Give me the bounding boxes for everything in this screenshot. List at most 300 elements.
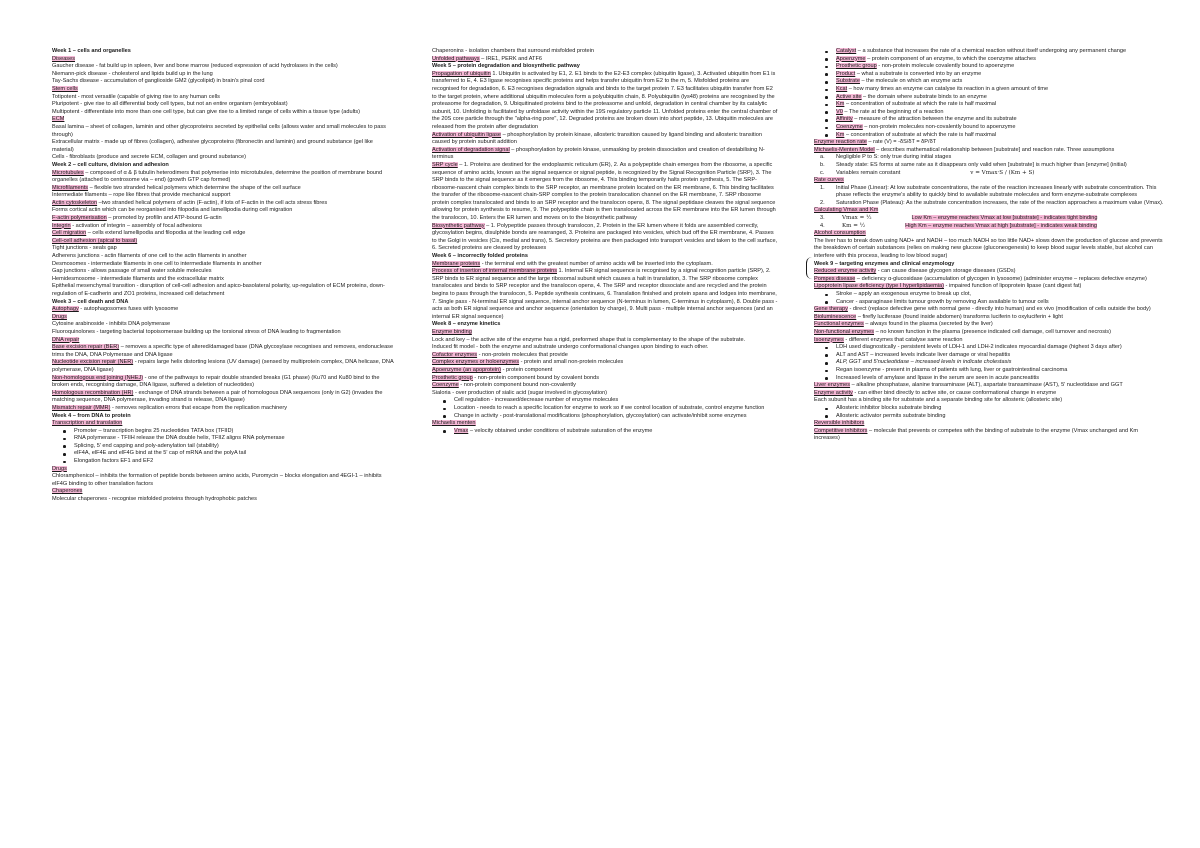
paragraph (52, 185, 394, 193)
section-heading: Week 4 – from DNA to protein (52, 412, 131, 419)
highlighted-heading: ECM (52, 116, 65, 123)
topic-heading (52, 116, 394, 124)
item-text: Gaucher disease - fat build up in spleen, liver and bone marrow (reduced expression of acid hydrolases in the cells) (52, 63, 338, 70)
numbered-item (814, 154, 1164, 162)
highlighted-term: Microfilaments (52, 184, 89, 191)
item-text: - different enzymes that catalyse same reaction (843, 336, 963, 343)
bullet-item (52, 443, 394, 451)
paragraph (814, 306, 1164, 314)
paragraph (52, 375, 394, 390)
item-text: – the molecule on which an enzyme acts (859, 78, 963, 85)
item-text: Tight junctions - seals gap (52, 245, 117, 252)
item-text: – velocity obtained under conditions of substrate saturation of the enzyme (468, 427, 653, 434)
paragraph (432, 132, 778, 147)
paragraph (432, 352, 778, 360)
highlighted-term: Product (836, 70, 856, 77)
bullet-item (814, 359, 1164, 367)
highlighted-term: Reduced enzyme activity (814, 268, 877, 275)
equation: v = Vmax·S / (Km + S) (970, 169, 1035, 176)
highlighted-term: Non-homologous end joining (NHEJ) (52, 374, 144, 381)
item-text: Location - needs to reach a specific location for enzyme to work so if we control location of substrate, control enzyme function (454, 404, 765, 411)
highlighted-term: Pompes disease (814, 275, 856, 282)
item-text: – concentration of substrate at which the rate is half maximal (844, 101, 997, 108)
item-text: Allosteric inhibitor blocks substrate binding (836, 404, 942, 411)
item-text: 1. Internal ER signal sequence is recognised by a signal recognition particle (SRP), 2. SRP binds to ER signal sequence and the large ribosomal subunit which causes a halt in translation, 3. The SRP ribosome complex translocates and binds to SRP receptor and the translocon opens, 4. The SRP and receptor dissociate and are recycled and the protein begins to pass through the translocon, 5. Peptide synthesis continues, 6. Translation finished and protein spans and lodges into membrane, 7. Single pass - N-terminal ER signal sequence, internal anchor sequence (N-terminus in lumen, C-terminus in cytoplasm), 8. Double pass - acts as both ER signal sequence and anchor sequence (orientation by charge), 9. Multi pass - multiple internal anchor sequences (and an internal ER signal sequence) (432, 268, 778, 320)
bullet-item (814, 405, 1164, 413)
highlighted-term: Km (836, 131, 845, 138)
item-text: Fluoroquinolones - targeting bacterial topoisomerase building up the torsional stress of DNA leading to fragmentation (52, 328, 341, 335)
paragraph (52, 268, 394, 276)
item-number: 3. (820, 215, 825, 222)
item-text: Pluripotent - give rise to all differential body cell types, but not an entire organism (embryoblast) (52, 101, 288, 108)
bullet-item (432, 428, 778, 436)
bullet-item (432, 413, 778, 421)
paragraph (52, 154, 394, 162)
bullet-item (52, 428, 394, 436)
highlighted-term: Enzyme activity (814, 389, 853, 396)
highlighted-term: Substrate (836, 78, 860, 85)
paragraph (52, 306, 394, 314)
bullet-item (814, 78, 1164, 86)
item-number: 1. (820, 184, 825, 191)
item-text: Molecular chaperones - recognise misfolded proteins through hydrophobic patches (52, 496, 257, 503)
item-text: - one of the pathways to repair double stranded breaks (G1 phase) (Ku70 and Ku80 bind to the broken ends, recognising damage, DNA ligase, suffered a deletion of nucleotides) (52, 374, 380, 389)
paragraph (52, 124, 394, 139)
numbered-item (814, 223, 1164, 231)
item-text: Basal lamina – sheet of collagen, laminin and other glycoproteins secreted by epithelial cells (allows water and small molecules to pass through) (52, 123, 386, 138)
topic-heading (52, 488, 394, 496)
highlighted-term: Non-functional enzymes (814, 328, 875, 335)
topic-heading (52, 337, 394, 345)
paragraph (814, 238, 1164, 261)
item-text: Desmosomes - intermediate filaments in one cell to intermediate filaments in another (52, 260, 262, 267)
highlighted-term: Enzyme reaction rate (814, 139, 867, 146)
item-text: - autophagosomes fuses with lysosome (78, 306, 179, 313)
highlighted-heading: Diseases (52, 55, 76, 62)
item-text: - non-protein component bound non-covalently (458, 382, 576, 389)
bullet-item (814, 367, 1164, 375)
highlighted-heading: Reversible inhibitors (814, 420, 865, 427)
paragraph (432, 337, 778, 345)
bullet-item (814, 101, 1164, 109)
highlighted-term: Process of insertion of internal membrane proteins (432, 268, 557, 275)
highlighted-term: Microtubules (52, 169, 84, 176)
paragraph (432, 268, 778, 321)
item-text: Allosteric activator permits substrate binding (836, 412, 946, 419)
item-number: 4. (820, 222, 825, 229)
item-text: - non-protein component bound by covalent bonds (472, 374, 599, 381)
item-text: – deficiency α-glucosidase (accumulation of glycogen in lysosome) (administer enzyme – replaces defective enzyme) (855, 275, 1147, 282)
paragraph (814, 321, 1164, 329)
bullet-item (814, 94, 1164, 102)
assumption-bracket (806, 257, 812, 279)
highlighted-heading: Drugs (52, 465, 67, 472)
topic-heading (52, 238, 394, 246)
highlighted-term: V0 (836, 108, 843, 115)
item-text: Epithelial mesenchymal transition - disruption of cell-cell adhesion and apico-basolateral polarity, up-regulation of ECM proteins, down-regulation of E-cadherin and ZO1 proteins, increased cell detachment (52, 283, 385, 297)
section-heading: Week 1 – cells and organelles (52, 48, 131, 54)
highlighted-heading: Chaperones (52, 488, 83, 495)
item-text: – flexible two stranded helical polymers which determine the shape of the cell surface (88, 184, 301, 191)
item-text: Saturation Phase (Plateau): As the substrate concentration increases, the rate of the reaction approaches a maximum value (Vmax). (836, 199, 1164, 206)
highlighted-term: Vmax (454, 427, 469, 434)
paragraph (52, 230, 394, 238)
item-text: Promoter – transcription begins 25 nucleotides TATA box (TFIID) (74, 427, 234, 434)
paragraph (52, 109, 394, 117)
item-text: – always found in the plasma (secreted by the liver) (863, 321, 993, 328)
equation: Vmax = ½ (842, 215, 872, 222)
paragraph (814, 390, 1164, 398)
highlighted-term: SRP cycle (432, 161, 458, 168)
item-text: Gap junctions - allows passage of small water soluble molecules (52, 268, 212, 275)
highlighted-term: Cofactor enzymes (432, 351, 478, 358)
item-number: a. (820, 154, 825, 161)
highlighted-term: Isoenzymes (814, 336, 844, 343)
paragraph (814, 337, 1164, 345)
paragraph (432, 71, 778, 132)
bullet-item (814, 299, 1164, 307)
paragraph (432, 344, 778, 352)
item-text: Hemidesmosome - intermediate filaments and the extracellular matrix (52, 275, 224, 282)
highlighted-term: Propagation of ubiquitin (432, 70, 491, 77)
paragraph (432, 261, 778, 269)
highlighted-term: Complex enzymes or holoenzymes (432, 359, 520, 366)
item-text: - activation of integrin – assembly of focal adhesions (70, 222, 202, 229)
item-text: Change in activity - post-translational modifications (phosphorylation, glycosylation) can activate/inhibit some enzymes (454, 412, 747, 419)
paragraph (432, 162, 778, 223)
paragraph (814, 276, 1164, 284)
item-text: Intermediate filaments – rope like fibres that provide mechanical support (52, 192, 231, 199)
item-text: – firefly luciferase (found inside abdomen) transforms luciferin to oxyluciferin + light (856, 313, 1063, 320)
paragraph (52, 276, 394, 284)
bullet-item (814, 63, 1164, 71)
bullet-item (52, 458, 394, 466)
item-text: Steady state: ES forms at same rate as it disappears only valid when [substrate] is much higher than [enzyme] (initial) (836, 161, 1127, 168)
highlighted-heading: Cell-cell adhesion (apical to basal) (52, 237, 138, 244)
paragraph (52, 207, 394, 215)
topic-heading (52, 420, 394, 428)
paragraph (432, 367, 778, 375)
item-text: - direct (replace defective gene with normal gene - directly into human) and ex vivo (modification of cells outside the body) (847, 306, 1151, 313)
highlighted-term: Unfolded pathways (432, 55, 480, 62)
item-text: RNA polymerase - TFIIH release the DNA double helix, TFIIZ aligns RNA polymerase (74, 435, 285, 442)
highlighted-term: Michaelis-Menten Model (814, 146, 875, 153)
item-text: Cell regulation - increased/decrease number of enzyme molecules (454, 397, 619, 404)
item-text: ALT and AST – increased levels indicate liver damage or viral hepatitis (836, 351, 1011, 358)
item-text: – a substance that increases the rate of a chemical reaction without itself undergoing any permanent change (856, 48, 1127, 54)
item-text: Lock and key – the active site of the enzyme has a rigid, preformed shape that is complementary to the shape of the substrate. (432, 336, 746, 343)
paragraph (814, 207, 1164, 215)
item-text: Tay-Sachs disease - accumulation of ganglioside GM2 (glycolipid) in brain's pinal cord (52, 78, 265, 85)
highlighted-heading: Stem cells (52, 85, 78, 92)
section-heading: Week 9 – targeting enzymes and clinical enzymology (814, 260, 955, 267)
paragraph (814, 428, 1164, 443)
item-text: The liver has to break down using NAD+ and NADH – too much NADH so too little NAD+ slows down the production of glucose and prevents the breakdown of certain substances (relies on making new glucose (gluconeogenesis) to keep blood sugar levels stable, but alcohol can interfere with this process, leading to low blood sugar) (814, 237, 1163, 260)
item-text: – describes mathematical relationship between [substrate] and reaction rate. Three assumptions (874, 146, 1115, 153)
paragraph (432, 390, 778, 398)
item-text: – concentration of substrate at which the rate is half maximal (844, 131, 997, 138)
paragraph (52, 200, 394, 208)
bullet-item (52, 450, 394, 458)
highlighted-term: Nucleotide excision repair (NER) (52, 359, 134, 366)
paragraph (52, 215, 394, 223)
item-text: – 1. Proteins are destined for the endoplasmic reticulum (ER), 2. As a polypeptide chain emerges from the ribosome, a specific sequence of amino acids, known as the signal sequence or signal peptide, is recognized by the Signal Recognition Particle (SRP), 3. The SRP binds to the signal sequence as it emerges from the ribosome, 4. This binding temporarily halts protein synthesis, 5. The SRP-ribosome-nascent chain complex binds to the SRP receptor, an membrane protein located on the ER membrane, 6. This binding facilitates the transfer of the ribosome-nascent chain-SRP complex to the protein translocation channel on the ER membrane, 7. SRP ribosome protein complex translocated and binds to an SRP receptor and the translocon opens, 8. The signal peptidase cleaves the signal sequence allowing for protein synthesis to resume, 9. The polypeptide chain is then translocated across the ER membrane into the ER lumen through the translocon, 10. Enters the ER lumen and moves on to the biosynthetic pathway (432, 161, 776, 222)
paragraph (52, 329, 394, 337)
item-text: Negligible P to S: only true during initial stages (836, 154, 952, 161)
highlighted-term: Kcat (836, 85, 848, 92)
paragraph (52, 139, 394, 154)
item-text: Elongation factors EF1 and EF2 (74, 458, 154, 465)
item-text: Cells - fibroblasts (produce and secrete ECM, collagen and ground substance) (52, 154, 247, 161)
highlighted-heading: DNA repair (52, 336, 80, 343)
highlighted-heading: Drugs (52, 313, 67, 320)
topic-heading (814, 420, 1164, 428)
item-text: – non-protein molecules non-covalently bound to apoenzyme (862, 123, 1016, 130)
item-text: – cells extend lamellipodia and filopodia at the leading cell edge (86, 230, 246, 237)
item-text: Induced fit model - both the enzyme and substrate undergo conformational changes upon binding to each other. (432, 344, 709, 351)
highlighted-term: Actin cytoskeleton (52, 199, 98, 206)
item-text: LDH used diagnostically - persistent levels of LDH-1 and LDH-2 indicates myocardial damage (highest 3 days after) (836, 344, 1122, 351)
highlighted-heading: Enzyme binding (432, 328, 472, 335)
section-heading: Week 8 – enzyme kinetics (432, 321, 501, 328)
highlighted-term: Activation of ubiquitin ligase (432, 131, 502, 138)
item-text: – removes a specific type of altered/damaged base (DNA glycosylase recognises and removes, endonuclease trims the DNA, DNA Polymerase and DNA ligase (52, 344, 394, 358)
item-text: Multipotent - differentiate into more than one cell type, but can give rise to a limited range of cells within a tissue type (adults) (52, 108, 361, 115)
item-text: Regan isoenzyme - present in plasma of patients with lung, liver or gastrointestinal carcinoma (836, 366, 1068, 373)
bullet-item (52, 435, 394, 443)
highlighted-term: Prosthetic group (432, 374, 473, 381)
section-heading: Week 5 – protein degradation and biosynthetic pathway (432, 63, 580, 70)
item-text: – measure of the attraction between the enzyme and its substrate (852, 116, 1017, 123)
item-text: Variables remain constant (836, 169, 901, 176)
paragraph (52, 223, 394, 231)
numbered-item (814, 215, 1164, 223)
paragraph (52, 101, 394, 109)
item-text: Forms cortical actin which can be reorganised into filopodia and lamellipodia during cell migration (52, 207, 293, 214)
paragraph (432, 56, 778, 64)
item-text: – 1. Polypeptide passes through translocon, 2. Protein in the ER lumen where it folds are assembled correctly, glycosylation begins, disulphide bonds are rearranged, 3. Proteins are packaged into vesicles, which bud off the ER membrane, 4. Passes to the Golgi in vesicles (Cis, medial and trans), 5. Secretory proteins are then packaged into transport vesicles and taken to the cell surface, 6. Secreted proteins are cleaved by proteases (432, 222, 778, 252)
item-text: – no known function in the plasma (presence indicated cell damage, cell turnover and necrosis) (874, 328, 1111, 335)
paragraph (432, 147, 778, 162)
item-text: – alkaline phosphatase, alanine transaminase (ALT), aspartate transaminase (AST), 5' nucleotidase and GGT (850, 382, 1123, 389)
highlighted-term: Liver enzymes (814, 382, 851, 389)
highlighted-term: Coenzyme (432, 382, 459, 389)
highlighted-term: Biosynthetic pathway (432, 222, 485, 229)
numbered-item (814, 162, 1164, 170)
paragraph (814, 147, 1164, 155)
numbered-item (814, 185, 1164, 200)
highlighted-term: Membrane proteins (432, 260, 481, 267)
highlighted-term: Homologous recombination (HR) (52, 389, 134, 396)
paragraph (52, 473, 394, 488)
item-text: elF4A, elF4E and elF4G bind at the 5' cap of mRNA and the polyA tail (74, 450, 247, 457)
paragraph (52, 71, 394, 79)
highlighted-term: Autophagy (52, 306, 79, 313)
item-text: - can cause disease glycogen storage diseases (GSDs) (876, 268, 1016, 275)
paragraph (52, 94, 394, 102)
highlighted-term: Km (836, 101, 845, 108)
item-text: Cytosine arabinoside - inhibits DNA polymerase (52, 321, 171, 328)
item-text: - exchange of DNA strands between a pair of homologous DNA sequences (only in G2) (invades the matching sequence, DNA polymerase, invading strand is release, DNA ligase) (52, 389, 383, 404)
column-1 (52, 48, 394, 504)
item-text: Cancer - asparaginase limits tumour growth by removing Asn available to tumour cells (836, 298, 1049, 305)
section-heading: Week 2 – cell culture, division and adhesion (52, 161, 169, 168)
item-text: – composed of α & β tubulin heterodimers that polymerise into microtubules, determine the position of membrane bound organelles (attached to centrosome via – end) (growth GTP cap formed) (52, 169, 383, 184)
paragraph (52, 496, 394, 504)
item-text: – The rate at the beginning of a reaction (842, 108, 944, 115)
highlighted-heading: Michaelis menten (432, 420, 476, 427)
item-text: - protein and small non-protein molecules (519, 359, 624, 366)
paragraph (814, 314, 1164, 322)
km-note: High Km – enzyme reaches Vmax at high [substrate] - indicates weak binding (905, 222, 1097, 229)
bullet-item (814, 116, 1164, 124)
bullet-item (814, 71, 1164, 79)
column-3 (814, 48, 1164, 443)
item-text: Adherens junctions - actin filaments of one cell to the actin filaments in another (52, 253, 247, 260)
item-text: – what a substrate is converted into by an enzyme (855, 70, 982, 77)
topic-heading (432, 420, 778, 428)
item-text: - removes replication errors that escape from the replication machinery (110, 404, 288, 411)
paragraph (52, 321, 394, 329)
highlighted-term: Prosthetic group (836, 63, 877, 70)
bullet-item (814, 48, 1164, 56)
highlighted-term: Bioluminescence (814, 313, 857, 320)
bullet-item (814, 132, 1164, 140)
bullet-item (814, 109, 1164, 117)
item-text: – the domain where substrate binds to an enzyme (861, 93, 987, 100)
item-text: Each subunit has a binding site for substrate and a separate binding site for allosteric (allosteric site) (814, 397, 1063, 404)
paragraph (432, 359, 778, 367)
topic-heading (52, 314, 394, 322)
paragraph (814, 283, 1164, 291)
highlighted-heading: Alcohol consumption (814, 230, 866, 237)
item-text: Totipotent - most versatile (capable of giving rise to any human cells (52, 93, 220, 100)
highlighted-term: Functional enzymes (814, 321, 864, 328)
highlighted-term: Affinity (836, 116, 853, 123)
item-text: Stroke – apply an exogenous enzyme to break up clot, (836, 291, 971, 297)
paragraph (814, 397, 1164, 405)
item-text: - impaired function of lipoprotein lipase (cant digest fat) (943, 283, 1082, 290)
item-text: Sialoria - over production of sialic acid (sugar involved in glycosylation) (432, 389, 608, 396)
paragraph (52, 245, 394, 253)
item-text: Chaperonins - isolation chambers that surround misfolded protein (432, 48, 594, 54)
item-number: c. (820, 169, 825, 176)
item-text: Chloramphenicol – inhibits the formation of peptide bonds between amino acids, Puromycin – blocks elongation and 4EGI-1 – inhibits elF4G binding to other translation factors (52, 473, 382, 487)
highlighted-heading: Rate curves (814, 177, 844, 184)
paragraph (52, 63, 394, 71)
item-text: – molecule that prevents or competes with the binding of substrate to the enzyme (Vmax unchanged and Km increases) (814, 427, 1139, 442)
paragraph (52, 253, 394, 261)
bullet-item (814, 124, 1164, 132)
item-text: –two stranded helical polymers of actin (F-actin), if lots of F-actin in the cell acts stress fibres (97, 199, 328, 206)
highlighted-term: Mismatch repair (MMR) (52, 404, 111, 411)
highlighted-term: Gene therapy (814, 306, 848, 313)
equation: Km = ½ (842, 222, 866, 229)
topic-heading (814, 230, 1164, 238)
paragraph (52, 261, 394, 269)
section-heading: Week 3 – cell death and DNA (52, 298, 129, 305)
paragraph (432, 375, 778, 383)
item-text: Splicing, 5' end capping and poly-adenylation tail (stability) (74, 442, 219, 449)
item-text: Initial Phase (Linear): At low substrate concentrations, the rate of the reaction increases linearly with substrate concentration. This phase reflects the enzyme's ability to quickly bind to available substrate molecules and form enzyme-substrate complexes (836, 184, 1157, 199)
item-text: – how many times an enzyme can catalyse its reaction in a given amount of time (847, 85, 1049, 92)
paragraph (52, 283, 394, 298)
topic-heading (52, 56, 394, 64)
highlighted-term: Coenzyme (836, 123, 863, 130)
item-text: – phosphorylation by protein kinase, unmasking by protein dissociation and creation of destabilising N-terminus (432, 146, 765, 161)
item-text: - protein component (501, 366, 553, 373)
highlighted-term: F-actin polymerisation (52, 215, 107, 222)
highlighted-term: Base excision repair (BER) (52, 344, 120, 351)
highlighted-term: Integrin (52, 222, 71, 229)
bullet-item (432, 405, 778, 413)
highlighted-term: Active site (836, 93, 862, 100)
item-number: 2. (820, 199, 825, 206)
item-text: – IRE1, PERK and ATF6 (479, 55, 542, 62)
paragraph (432, 382, 778, 390)
paragraph (52, 344, 394, 359)
highlighted-term: Lipoprotein lipase deficiency (type I hyperlipidaemia) (814, 283, 944, 290)
paragraph (814, 139, 1164, 147)
paragraph (432, 48, 778, 56)
paragraph (52, 192, 394, 200)
bullet-item (814, 413, 1164, 421)
bullet-item (814, 352, 1164, 360)
item-text: ALP, GGT and 5'nucleotidase – increased levels in indicate cholestasis (836, 359, 1012, 366)
item-text: Increased levels of amylase and lipase in the serum are seen in acute pancreatitis (836, 374, 1040, 381)
bullet-item (814, 56, 1164, 64)
highlighted-term: Calculating Vmax and Km (814, 207, 879, 214)
item-number: b. (820, 161, 825, 168)
highlighted-heading: Transcription and translation (52, 420, 123, 427)
highlighted-term: Apoenzyme (836, 55, 866, 62)
bullet-item (814, 86, 1164, 94)
topic-heading (52, 86, 394, 94)
highlighted-term: Cell migration (52, 230, 87, 237)
item-text: – promoted by profilin and ATP-bound G-actin (106, 215, 222, 222)
bullet-item (814, 344, 1164, 352)
item-text: – rate (V) = -δS/δT = δP/δT (866, 139, 937, 146)
highlighted-term: Catalyst (836, 48, 857, 54)
item-text: - non-protein molecule covalently bound to apoenzyme (876, 63, 1015, 70)
item-text: – protein component of an enzyme, to which the coenzyme attaches (865, 55, 1036, 62)
item-text: – phosphorylation by protein kinase, allosteric transition caused by ligand binding and allosteric transition caused by protein subunit addition (432, 131, 762, 146)
paragraph (52, 405, 394, 413)
item-text: - non-protein molecules that provide (477, 351, 568, 358)
bullet-item (814, 291, 1164, 299)
item-text: Extracellular matrix - made up of fibres (collagen), adhesive glycoproteins (fibronectin and laminin) and ground substance (gel like material) (52, 139, 373, 153)
item-text: Niemann-pick disease - cholesterol and lipids build up in the lung (52, 70, 213, 77)
numbered-item (814, 200, 1164, 208)
bullet-item (814, 375, 1164, 383)
topic-heading (814, 177, 1164, 185)
paragraph (52, 359, 394, 374)
topic-heading (52, 466, 394, 474)
paragraph (432, 223, 778, 253)
column-2 (432, 48, 778, 435)
highlighted-term: Activation of degradation signal (432, 146, 510, 153)
item-text: - the terminal end with the greatest number of amino acids will be inserted into the cytoplasm. (480, 260, 713, 267)
paragraph (52, 170, 394, 185)
highlighted-term: Competitive inhibitors (814, 427, 868, 434)
paragraph (52, 78, 394, 86)
paragraph (52, 390, 394, 405)
numbered-item (814, 170, 1164, 178)
topic-heading (432, 329, 778, 337)
paragraph (814, 382, 1164, 390)
bullet-item (432, 397, 778, 405)
item-text: - repairs large helix distorting lesions (UV damage) (sensed by multiprotein complex, DNA helicase, DNA polymerase, DNA ligase) (52, 359, 394, 373)
